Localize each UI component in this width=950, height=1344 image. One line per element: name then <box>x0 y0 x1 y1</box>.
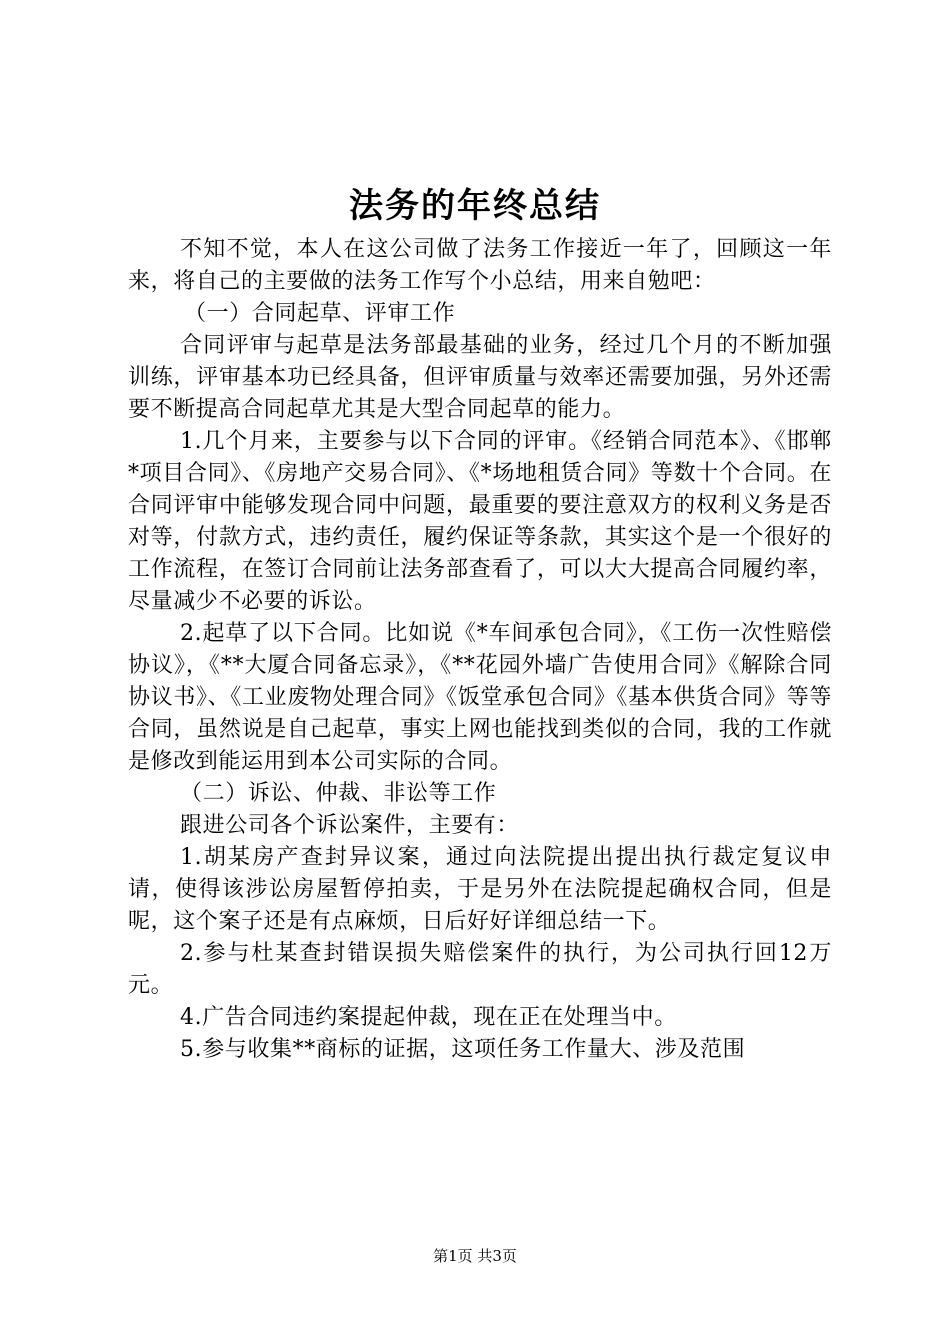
litigation-intro: 跟进公司各个诉讼案件，主要有： <box>180 813 520 838</box>
section-heading-litigation: （二）诉讼、仲裁、非讼等工作 <box>180 781 497 806</box>
intro-paragraph: 不知不觉，本人在这公司做了法务工作接近一年了，回顾这一年来，将自己的主要做的法务工作写个小总结，用来自勉吧： <box>128 237 832 294</box>
litigation-item-4: 4.广告合同违约案提起仲裁，现在正在处理当中。 <box>180 1005 677 1030</box>
litigation-item-1: 1.胡某房产查封异议案，通过向法院提出提出执行裁定复议申请，使得该涉讼房屋暂停拍卖，于是另外在法院提起确权合同，但是呢，这个案子还是有点麻烦，日后好好详细总结一下。 <box>128 845 832 934</box>
litigation-item-5: 5.参与收集**商标的证据，这项任务工作量大、涉及范围 <box>180 1037 746 1062</box>
page-footer: 第1页 共3页 <box>433 1247 517 1265</box>
section-heading-contracts: （一）合同起草、评审工作 <box>184 301 456 326</box>
contract-review-item: 1.几个月来，主要参与以下合同的评审。《经销合同范本》、《邯郸*项目合同》、《房地产交易合同》、《*场地租赁合同》等数十个合同。在合同评审中能够发现合同中问题，最重要的要注意双方的权利义务是否对等，付款方式，违约责任，履约保证等条款，其实这个是一个很好的工作流程，在签订合同前让法务部查看了，可以大大提高合同履约率，尽量减少不必要的诉讼。 <box>128 429 832 614</box>
document-title: 法务的年终总结 <box>349 186 601 226</box>
contracts-paragraph: 合同评审与起草是法务部最基础的业务，经过几个月的不断加强训练，评审基本功已经具备，但评审质量与效率还需要加强，另外还需要不断提高合同起草尤其是大型合同起草的能力。 <box>128 333 832 422</box>
litigation-item-2: 2.参与杜某查封错误损失赔偿案件的执行，为公司执行回12万元。 <box>128 941 832 998</box>
document-body <box>128 234 832 1066</box>
contract-drafting-item: 2.起草了以下合同。比如说《*车间承包合同》，《工伤一次性赔偿协议》，《**大厦合同备忘录》，《**花园外墙广告使用合同》《解除合同协议书》、《工业废物处理合同》《饭堂承包合同》《基本供货合同》等等合同，虽然说是自己起草，事实上网也能找到类似的合同，我的工作就是修改到能运用到本公司实际的合同。 <box>128 621 832 774</box>
